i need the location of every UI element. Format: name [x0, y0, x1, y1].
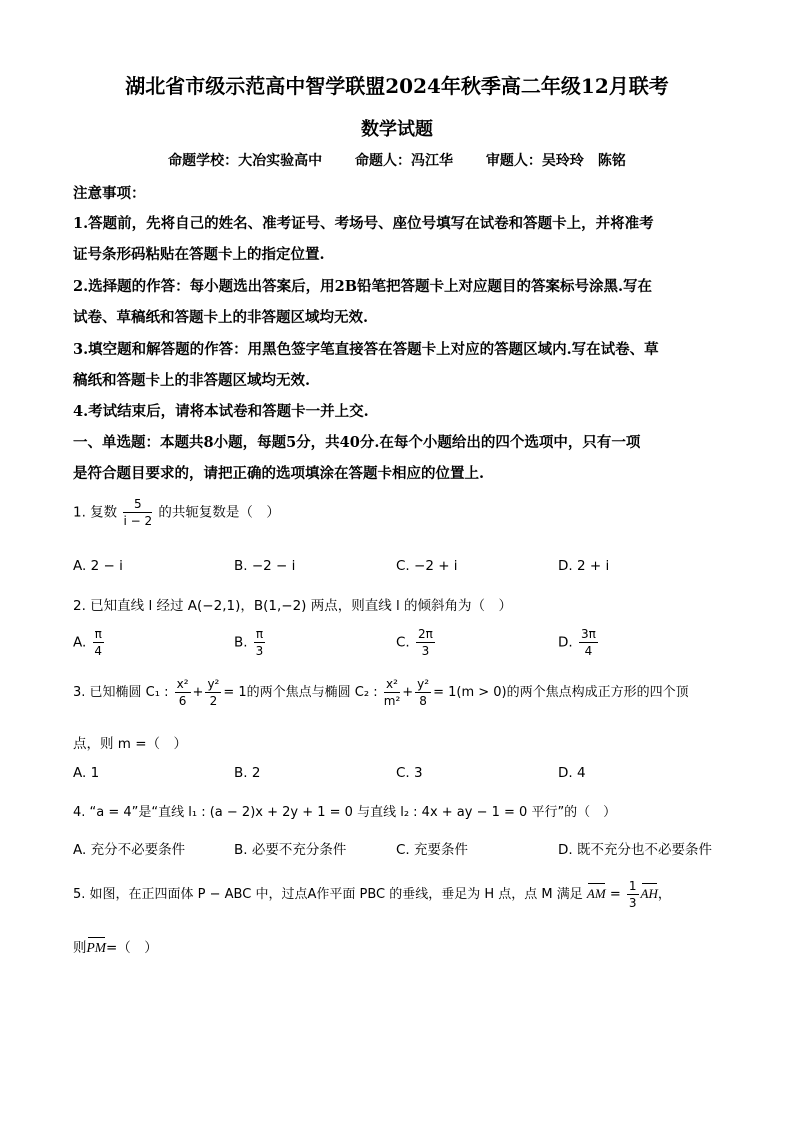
q3-option-d: D. 4: [558, 765, 586, 781]
q5-vector-ah: AH: [640, 886, 658, 901]
q2-d-label: D.: [558, 634, 573, 651]
q1-suffix: 的共轭复数是（ ）: [158, 504, 280, 521]
q5-part2: 则: [73, 940, 87, 956]
author-label: 命题人：冯江华: [355, 153, 453, 169]
note-2a: 2.选择题的作答：每小题选出答案后，用2B铅笔把答题卡上对应题目的答案标号涂黑.写在: [73, 278, 653, 295]
q3-plus2: +: [402, 685, 414, 700]
q3-f3-den: m²: [383, 694, 401, 708]
reviewer-label: 审题人：吴玲玲 陈铭: [485, 153, 626, 169]
question-1: [73, 496, 280, 529]
q5-vector-am: AM: [586, 886, 606, 901]
note-1a: 1.答题前，先将自己的姓名、准考证号、考场号、座位号填写在试卷和答题卡上，并将准考: [73, 215, 654, 232]
q3-option-a: A. 1: [73, 765, 100, 781]
q2-a-num: π: [94, 627, 102, 641]
q5-eq: =: [609, 887, 621, 902]
q3-f2-den: 2: [209, 694, 218, 708]
q5-comma: ，: [657, 887, 671, 902]
q2-b-num: π: [255, 627, 264, 641]
q2-option-c: [396, 626, 437, 659]
q3-f1-den: 6: [178, 694, 187, 708]
question-3-line2: 点，则 m =（ ）: [73, 736, 188, 752]
q3-f3-num: x²: [384, 676, 401, 693]
q1-frac-num: 5: [123, 496, 152, 513]
q2-a-label: A.: [73, 634, 87, 651]
q3-f2-num: y²: [207, 677, 220, 691]
question-2: 2. 已知直线 l 经过 A(−2,1)，B(1,−2) 两点，则直线 l 的倾斜角为（ ）: [73, 598, 513, 614]
q2-option-d: [558, 626, 600, 659]
q1-option-a: A. 2 − i: [73, 558, 123, 574]
q5-frac-den: 3: [628, 896, 637, 910]
q4-option-a: A. 充分不必要条件: [73, 842, 186, 858]
q1-option-c: C. −2 + i: [396, 558, 458, 574]
exam-title: 湖北省市级示范高中智学联盟2024年秋季高二年级12月联考: [125, 74, 669, 98]
school-label: 命题学校：大冶实验高中: [168, 153, 323, 169]
q1-prefix: 1. 复数: [73, 504, 118, 521]
q2-b-den: 3: [255, 644, 264, 658]
q2-option-a: [73, 626, 106, 659]
q3-f1-num: x²: [176, 677, 189, 691]
q2-b-label: B.: [234, 634, 248, 651]
q1-frac-den: i − 2: [123, 514, 153, 528]
q1-option-d: D. 2 + i: [558, 558, 610, 574]
section1-heading-b: 是符合题目要求的，请把正确的选项填涂在答题卡相应的位置上.: [73, 465, 485, 482]
note-3a: 3.填空题和解答题的作答：用黑色签字笔直接答在答题卡上对应的答题区域内.写在试卷、草: [73, 341, 659, 358]
q2-d-num: 3π: [580, 627, 596, 641]
q3-eq2: = 1(m > 0)的两个焦点构成正方形的四个顶: [433, 685, 689, 700]
q3-f4-num: y²: [417, 677, 430, 691]
question-3: [73, 676, 689, 709]
q4-option-b: B. 必要不充分条件: [234, 842, 347, 858]
section1-heading-a: 一、单选题：本题共8小题，每题5分，共40分.在每个小题给出的四个选项中，只有一项: [73, 434, 641, 451]
q4-option-c: C. 充要条件: [396, 842, 469, 858]
q2-option-b: [234, 626, 267, 659]
exam-meta: [0, 150, 794, 170]
exam-subtitle: 数学试题: [361, 119, 433, 140]
q2-a-den: 4: [94, 644, 103, 658]
q2-d-den: 4: [584, 644, 593, 658]
q3-part1: 3. 已知椭圆 C₁ :: [73, 685, 169, 700]
q3-f4-den: 8: [419, 694, 427, 708]
note-2b: 试卷、草稿纸和答题卡上的非答题区域均无效.: [73, 309, 369, 326]
q2-c-den: 3: [421, 644, 430, 658]
question-4: 4. “a = 4”是“直线 l₁ : (a − 2)x + 2y + 1 = 0 与直线 l₂ : 4x + ay − 1 = 0 平行”的（ ）: [73, 805, 617, 820]
q2-c-label: C.: [396, 634, 410, 651]
q3-plus1: +: [192, 685, 204, 700]
q3-eq1: = 1的两个焦点与椭圆 C₂ :: [223, 685, 378, 700]
question-5: [73, 878, 671, 911]
q1-fraction: [123, 496, 152, 529]
q5-frac-num: 1: [628, 879, 637, 893]
notes-heading: 注意事项：: [73, 185, 146, 202]
note-3b: 稿纸和答题卡上的非答题区域均无效.: [73, 372, 311, 389]
q5-vector-pm: PM: [86, 940, 106, 955]
note-1b: 证号条形码粘贴在答题卡上的指定位置.: [73, 246, 325, 263]
q5-part2b: =（ ）: [106, 940, 158, 956]
note-4: 4.考试结束后，请将本试卷和答题卡一并上交.: [73, 403, 369, 420]
q3-option-c: C. 3: [396, 765, 423, 781]
q3-option-b: B. 2: [234, 765, 261, 781]
q5-part1: 5. 如图，在正四面体 P − ABC 中，过点A作平面 PBC 的垂线，垂足为 H 点，点 M 满足: [73, 887, 583, 902]
q4-option-d: D. 既不充分也不必要条件: [558, 842, 712, 858]
q1-option-b: B. −2 − i: [234, 558, 296, 574]
question-5-line2: [73, 936, 158, 956]
q2-c-num: 2π: [418, 627, 433, 641]
